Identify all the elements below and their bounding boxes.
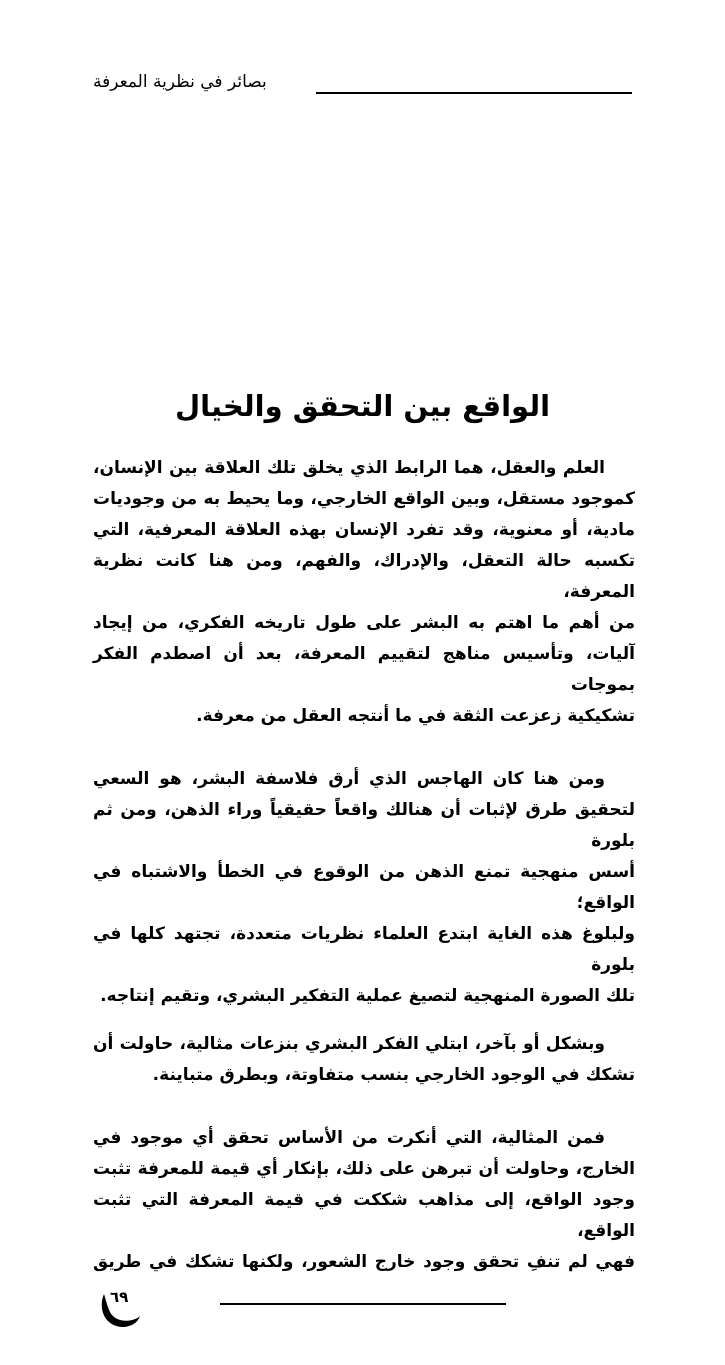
text-line: أسس منهجية تمنع الذهن من الوقوع في الخطأ والاشتباه في الواقع؛ [93, 862, 635, 913]
text-line: مادية، أو معنوية، وقد تفرد الإنسان بهذه العلاقة المعرفية، التي [93, 520, 635, 540]
page-number-badge [96, 1286, 142, 1330]
text-line: تشكيكية زعزعت الثقة في ما أنتجه العقل من معرفة. [196, 706, 635, 726]
text-line: تلك الصورة المنهجية لتصيغ عملية التفكير البشري، وتقيم إنتاجه. [100, 986, 635, 1006]
paragraph [93, 453, 635, 732]
text-line: الخارج، وحاولت أن تبرهن على ذلك، بإنكار أي قيمة للمعرفة تثبت [93, 1159, 635, 1179]
text-line: فمن المثالية، التي أنكرت من الأساس تحقق أي موجود في [93, 1128, 605, 1148]
text-line: من أهم ما اهتم به البشر على طول تاريخه الفكري، من إيجاد [93, 613, 635, 633]
paragraph [93, 764, 635, 1012]
running-title: بصائر في نظرية المعرفة [93, 72, 267, 92]
paragraph [93, 1123, 635, 1278]
text-line: لتحقيق طرق لإثبات أن هنالك واقعاً حقيقياً وراء الذهن، ومن ثم بلورة [93, 800, 635, 851]
section-title: الواقع بين التحقق والخيال [174, 389, 551, 423]
text-line: ولبلوغ هذه الغاية ابتدع العلماء نظريات متعددة، تجتهد كلها في بلورة [93, 924, 635, 975]
text-line: ومن هنا كان الهاجس الذي أرق فلاسفة البشر، هو السعي [93, 769, 605, 789]
body-text [93, 453, 635, 1278]
page-number: ٦٩ [110, 1288, 129, 1306]
text-line: وجود الواقع، إلى مذاهب شككت في قيمة المعرفة التي تثبت الواقع، [93, 1190, 635, 1241]
text-line: آليات، وتأسيس مناهج لتقييم المعرفة، بعد أن اصطدم الفكر بموجات [93, 644, 635, 695]
header-rule [316, 92, 632, 94]
text-line: فهي لم تنفِ تحقق وجود خارج الشعور، ولكنها تشكك في طريق [93, 1252, 635, 1272]
text-line: تشكك في الوجود الخارجي بنسب متفاوتة، وبطرق متباينة. [152, 1065, 635, 1085]
text-line: كموجود مستقل، وبين الواقع الخارجي، وما يحيط به من وجوديات [93, 489, 635, 509]
text-line: تكسبه حالة التعقل، والإدراك، والفهم، ومن هنا كانت نظرية المعرفة، [93, 551, 635, 602]
text-line: وبشكل أو بآخر، ابتلي الفكر البشري بنزعات مثالية، حاولت أن [93, 1034, 605, 1054]
footer-rule [220, 1303, 506, 1305]
paragraph [93, 1029, 635, 1091]
text-line: العلم والعقل، هما الرابط الذي يخلق تلك العلاقة بين الإنسان، [93, 458, 605, 478]
